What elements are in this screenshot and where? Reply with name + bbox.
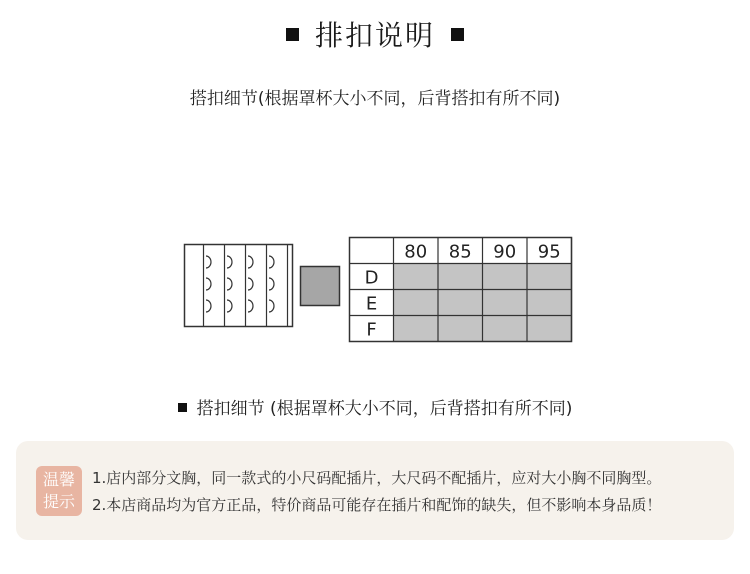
hook-swatch [301, 267, 340, 306]
size-cell [527, 290, 572, 316]
size-cell [394, 290, 439, 316]
band-header-80: 80 [404, 241, 428, 263]
band-header-95: 95 [537, 241, 561, 263]
notice-list [92, 465, 661, 519]
size-grid [350, 238, 572, 342]
cup-label-D: D [364, 267, 379, 289]
size-cell [438, 290, 483, 316]
notice-panel [16, 441, 734, 540]
badge-line-1: 温馨 [42, 470, 75, 489]
size-cell [483, 264, 528, 290]
size-cell [438, 316, 483, 342]
size-cell [527, 264, 572, 290]
title-text: 排扣说明 [314, 19, 435, 52]
cup-label-F: F [366, 319, 377, 341]
caption-text: 搭扣细节 (根据罩杯大小不同，后背搭扣有所不同) [196, 399, 573, 419]
subtitle: 搭扣细节(根据罩杯大小不同，后背搭扣有所不同) [189, 89, 561, 109]
band-header-85: 85 [448, 241, 472, 263]
square-bullet-icon [451, 28, 464, 41]
square-bullet-icon [178, 403, 187, 412]
hook-eye-strip [185, 245, 293, 327]
size-cell [394, 264, 439, 290]
notice-item-1: 1.店内部分文胸，同一款式的小尺码配插片，大尺码不配插片，应对大小胸不同胸型。 [92, 469, 662, 487]
badge-line-2: 提示 [42, 492, 75, 511]
band-header-90: 90 [493, 241, 517, 263]
diagram-caption [0, 394, 750, 419]
size-cell [438, 264, 483, 290]
size-cell [483, 316, 528, 342]
square-bullet-icon [286, 28, 299, 41]
hook-size-diagram [0, 230, 750, 350]
size-cell [483, 290, 528, 316]
cup-label-E: E [365, 293, 378, 315]
notice-item-2: 2.本店商品均为官方正品，特价商品可能存在插片和配饰的缺失，但不影响本身品质！ [92, 496, 662, 514]
notice-badge [36, 466, 82, 516]
page-title [0, 14, 750, 54]
size-cell [527, 316, 572, 342]
size-cell [394, 316, 439, 342]
